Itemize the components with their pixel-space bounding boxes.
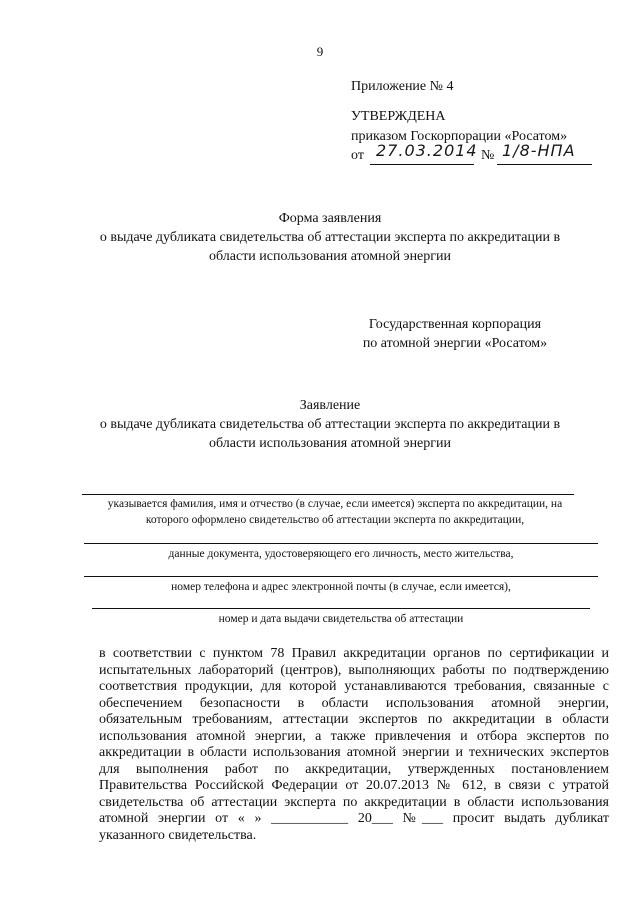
form-title-line-3: области использования атомной энергии bbox=[209, 249, 451, 264]
document-field-line[interactable] bbox=[84, 543, 598, 544]
addressee-line-1: Государственная корпорация bbox=[368, 317, 542, 332]
contact-field-line[interactable] bbox=[84, 576, 598, 577]
statement-title-line-2: о выдаче дубликата свидетельства об аттестации эксперта по аккредитации в bbox=[99, 417, 561, 432]
appendix-label: Приложение № 4 bbox=[351, 79, 454, 94]
date-prefix: от bbox=[351, 148, 364, 163]
certificate-field-caption: номер и дата выдачи свидетельства об аттестации bbox=[218, 613, 464, 625]
name-field-line[interactable] bbox=[82, 494, 574, 495]
name-field-caption bbox=[70, 496, 600, 528]
order-line: приказом Госкорпорации «Росатом» bbox=[351, 129, 568, 144]
addressee-line-2: по атомной энергии «Росатом» bbox=[362, 336, 548, 351]
name-caption-line-1: указывается фамилия, имя и отчество (в случае, если имеется) эксперта по аккредитации, на bbox=[107, 498, 563, 510]
statement-title bbox=[70, 396, 590, 453]
name-caption-line-2: которого оформлено свидетельство об аттестации эксперта по аккредитации, bbox=[145, 514, 525, 526]
statement-body: в соответствии с пунктом 78 Правил аккредитации органов по сертификации и испытательных лабораторий (центров), выполняющих работы по подтверждению соответствия продукции, для которой устанавливаются требования, связанные с обеспечением безопасности в области использования атомной энергии, обязательным требованиям, аттестации экспертов по аккредитации в области использования атомной энергии, а также привлечения и отбора экспертов по аккредитации в области использования атомной энергии и технических экспертов для выполнения работ по аккредитации, утвержденных постановлением Правительства Российской Федерации от 20.07.2013 № 612, в связи с утратой свидетельства об аттестации эксперта по аккредитации в области использования атомной энергии от « » ___________ 20___ №___ просит выдать дубликат указанного свидетельства. bbox=[99, 646, 609, 843]
statement-title-line-3: области использования атомной энергии bbox=[209, 436, 451, 451]
form-title-line-2: о выдаче дубликата свидетельства об аттестации эксперта по аккредитации в bbox=[99, 230, 561, 245]
certificate-field-line[interactable] bbox=[92, 608, 590, 609]
statement-title-line-1: Заявление bbox=[299, 398, 361, 413]
addressee bbox=[340, 315, 570, 353]
form-title-line-1: Форма заявления bbox=[278, 211, 382, 226]
form-title bbox=[70, 209, 590, 266]
number-prefix: № bbox=[481, 148, 495, 163]
handwritten-number: 1/8-НПА bbox=[502, 141, 576, 160]
handwritten-date: 27.03.2014 bbox=[376, 141, 478, 160]
contact-field-caption: номер телефона и адрес электронной почты (в случае, если имеется), bbox=[171, 581, 511, 593]
document-field-caption: данные документа, удостоверяющего его личность, место жительства, bbox=[168, 548, 514, 560]
approved-label: УТВЕРЖДЕНА bbox=[351, 109, 446, 124]
page-number: 9 bbox=[316, 44, 324, 59]
